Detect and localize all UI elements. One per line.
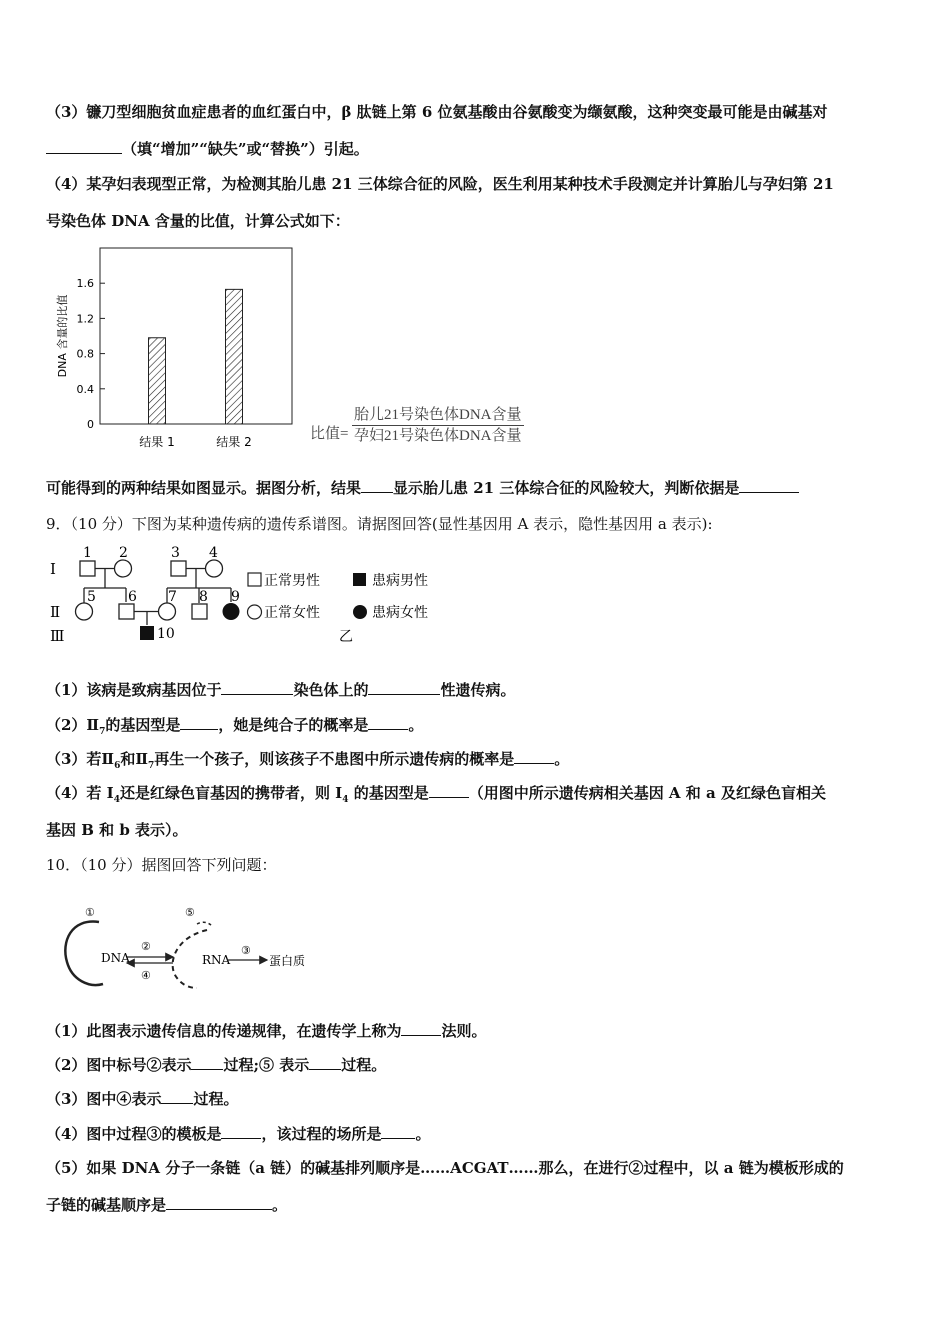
dna-label: DNA bbox=[101, 951, 130, 965]
rna-label: RNA bbox=[202, 953, 231, 967]
answer-blank[interactable] bbox=[739, 478, 799, 493]
individual-3-normal-male bbox=[171, 561, 186, 576]
y-tick-label: 0.4 bbox=[76, 382, 94, 396]
id-label: 1 bbox=[83, 545, 92, 561]
id-label: 6 bbox=[128, 589, 137, 605]
q8-part4-line2: 号染色体 DNA 含量的比值，计算公式如下： bbox=[46, 212, 350, 230]
answer-blank[interactable] bbox=[166, 1195, 272, 1210]
gen-label-II: Ⅱ bbox=[50, 603, 61, 621]
x-category-label: 结果 2 bbox=[216, 435, 252, 449]
individual-1-normal-male bbox=[80, 561, 95, 576]
label-2: ② bbox=[141, 940, 151, 953]
q9-sub4-line2: 基因 B 和 b 表示）。 bbox=[46, 821, 188, 839]
answer-blank[interactable] bbox=[46, 139, 122, 154]
legend-affected-female: 患病女性 bbox=[372, 605, 428, 621]
answer-blank[interactable] bbox=[514, 749, 554, 764]
individual-4-normal-female bbox=[206, 560, 223, 577]
q9-header: 9．（10 分）下图为某种遗传病的遗传系谱图。请据图回答(显性基因用 A 表示，隐性基因用 a 表示): bbox=[46, 515, 713, 533]
individual-5-normal-female bbox=[76, 603, 93, 620]
answer-blank[interactable] bbox=[180, 715, 218, 730]
replication-arc bbox=[65, 922, 103, 985]
q10-sub4: （4）图中过程③的模板是 ，该过程的场所是 。 bbox=[46, 1125, 431, 1143]
individual-9-affected-female bbox=[223, 603, 240, 620]
q9-sub2: $(2)Ⅱ_7$的基因型是 ，她是纯合子的概率是 。 bbox=[46, 716, 424, 737]
legend-affected-male: 患病男性 bbox=[372, 573, 428, 589]
individual-6-normal-male bbox=[119, 604, 134, 619]
answer-blank[interactable] bbox=[221, 1124, 261, 1139]
answer-blank[interactable] bbox=[191, 1055, 223, 1070]
legend-normal-male: 正常男性 bbox=[264, 573, 320, 589]
protein-label: 蛋白质 bbox=[269, 954, 306, 968]
id-label: 4 bbox=[209, 545, 218, 561]
id-label: 2 bbox=[119, 545, 128, 561]
answer-blank[interactable] bbox=[161, 1089, 193, 1104]
answer-blank[interactable] bbox=[368, 680, 440, 695]
y-tick-label: 0 bbox=[87, 418, 94, 431]
legend-normal-male-icon bbox=[248, 573, 261, 586]
q9-sub4-line1: （4）若 $I_4$还是红绿色盲基因的携带者，则 $I_4$ 的基因型是 （用图中所示遗传病相关基因 A 和 a 及红绿色盲相关 bbox=[46, 784, 826, 805]
q10-sub2: （2）图中标号②表示 过程;⑤ 表示 过程。 bbox=[46, 1056, 387, 1074]
y-tick-label: 1.2 bbox=[76, 312, 94, 326]
formula-prefix: 比值= bbox=[310, 426, 349, 442]
x-category-label: 结果 1 bbox=[139, 435, 175, 449]
y-axis-label: DNA 含量的比值 bbox=[56, 294, 69, 378]
q9-sub3: （3）若$Ⅱ_6$和$Ⅱ_7$再生一个孩子，则该孩子不患图中所示遗传病的概率是 。 bbox=[46, 750, 570, 771]
label-1: ① bbox=[85, 906, 95, 919]
bar-result-1 bbox=[149, 338, 166, 424]
pedigree-chart bbox=[40, 540, 460, 655]
q8-part3-line1: （3）镰刀型细胞贫血症患者的血红蛋白中，β 肽链上第 6 位氨基酸由谷氨酸变为缬氨酸，这种突变最可能是由碱基对 bbox=[46, 103, 828, 121]
label-3: ③ bbox=[241, 944, 251, 957]
formula-denominator: 孕妇21号染色体DNA含量 bbox=[354, 428, 522, 444]
legend-normal-female-icon bbox=[248, 605, 262, 619]
q10-sub1: （1）此图表示遗传信息的传递规律，在遗传学上称为 法则。 bbox=[46, 1022, 487, 1040]
legend-normal-female: 正常女性 bbox=[264, 605, 320, 621]
label-4: ④ bbox=[141, 969, 151, 982]
id-label: 7 bbox=[168, 589, 177, 605]
individual-2-normal-female bbox=[115, 560, 132, 577]
answer-blank[interactable] bbox=[221, 680, 293, 695]
q10-sub5-line1: （5）如果 DNA 分子一条链（a 链）的碱基排列顺序是……ACGAT……那么，在进行②过程中，以 a 链为模板形成的 bbox=[46, 1159, 844, 1177]
bar-result-2 bbox=[226, 289, 243, 424]
answer-blank[interactable] bbox=[429, 783, 469, 798]
q9-sub1: （1）该病是致病基因位于 染色体上的 性遗传病。 bbox=[46, 681, 516, 699]
id-label: 9 bbox=[231, 589, 240, 605]
legend-affected-female-icon bbox=[353, 605, 367, 619]
id-label: 5 bbox=[87, 589, 96, 605]
answer-blank[interactable] bbox=[368, 715, 408, 730]
q8-part4-line3: 可能得到的两种结果如图显示。据图分析，结果 显示胎儿患 21 三体综合征的风险较大，判断依据是 bbox=[46, 478, 799, 498]
chart-frame bbox=[100, 248, 292, 424]
legend-affected-male-icon bbox=[353, 573, 366, 586]
dna-ratio-bar-chart bbox=[50, 240, 310, 455]
answer-blank[interactable] bbox=[381, 1124, 415, 1139]
id-label: 8 bbox=[199, 589, 208, 605]
individual-10-affected-male bbox=[140, 626, 154, 640]
answer-blank[interactable] bbox=[309, 1055, 341, 1070]
id-label: 10 bbox=[157, 626, 175, 642]
y-tick-label: 0.8 bbox=[76, 347, 94, 361]
label-5: ⑤ bbox=[185, 906, 195, 919]
q10-header: 10．（10 分）据图回答下列问题： bbox=[46, 856, 277, 874]
individual-8-normal-male bbox=[192, 604, 207, 619]
answer-blank[interactable] bbox=[361, 478, 393, 493]
id-label: 3 bbox=[171, 545, 180, 561]
gen-label-I: Ⅰ bbox=[50, 560, 56, 578]
q10-sub5-line2: 子链的碱基顺序是 。 bbox=[46, 1196, 288, 1214]
q8-part3-line2: （填“增加”“缺失”或“替换”）引起。 bbox=[46, 139, 369, 159]
y-tick-label: 1.6 bbox=[76, 277, 94, 291]
gen-label-III: Ⅲ bbox=[50, 627, 65, 645]
central-dogma-diagram bbox=[55, 900, 325, 995]
answer-blank[interactable] bbox=[401, 1021, 441, 1036]
formula-numerator: 胎儿21号染色体DNA含量 bbox=[354, 407, 522, 423]
figure-label: 乙 bbox=[339, 629, 353, 645]
individual-7-normal-female bbox=[159, 603, 176, 620]
q10-sub3: （3）图中④表示 过程。 bbox=[46, 1090, 239, 1108]
q8-part4-line1: （4）某孕妇表现型正常，为检测其胎儿患 21 三体综合征的风险，医生利用某种技术手段测定并计算胎儿与孕妇第 21 bbox=[46, 175, 834, 193]
